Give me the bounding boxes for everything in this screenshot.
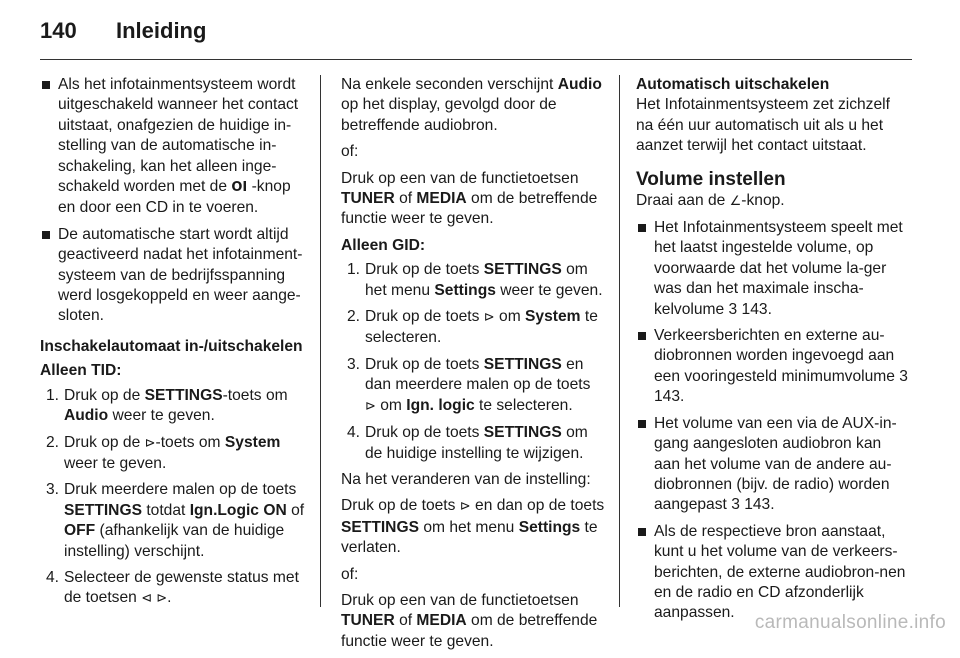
sub-heading: Alleen GID: — [341, 236, 426, 254]
page-number: 140 — [40, 18, 77, 43]
column-1 — [40, 75, 308, 616]
power-knob-icon: OI — [231, 180, 248, 196]
page-title: Inleiding — [116, 18, 207, 43]
sub-heading: Alleen TID: — [40, 362, 122, 380]
list-item: 4. Druk op de toets SETTINGS om de huidige instelling te wijzigen. — [347, 424, 588, 462]
column-2 — [341, 75, 605, 658]
list-item: 2. Druk op de toets ⊳ om System te selecteren. — [347, 308, 598, 347]
watermark: carmanualsonline.info — [754, 612, 946, 633]
bullet-item: Als het infotainmentsysteem wordt uitgeschakeld wanneer het contact uitstaat, onafgezien de huidige in-stelling van de automatische in-schakeling, kan het alleen inge-schakeld worden met de OI -knop en door een CD in te voeren. — [40, 75, 308, 219]
list-item: 1. Druk op de toets SETTINGS om het menu Settings weer te geven. — [347, 261, 603, 299]
paragraph: Het Infotainmentsysteem zet zichzelf na één uur automatisch uit als u het aanzet terwijl het contact uitstaat. — [636, 96, 890, 155]
page-reference: 3 143. — [654, 367, 908, 406]
section-heading: Volume instellen — [636, 168, 786, 190]
bullet-item: Verkeersberichten en externe au-diobronnen worden ingevoegd aan een vooringesteld minimumvolume 3 143. — [636, 326, 908, 408]
page-reference: 3 143. — [728, 300, 772, 318]
paragraph: Na enkele seconden verschijnt Audio op het display, gevolgd door de betreffende audiobron. — [341, 76, 602, 134]
column-divider — [619, 75, 620, 607]
paragraph: of: — [341, 143, 359, 161]
paragraph: Druk op de toets ⊳ en dan op de toets SETTINGS om het menu Settings te verlaten. — [341, 497, 605, 557]
section-heading: Automatisch uitschakelen — [636, 76, 830, 93]
column-divider — [320, 75, 321, 607]
next-arrow-icon: ⊳ — [459, 499, 471, 515]
prev-next-arrow-icon: ⊲ ⊳ — [141, 591, 168, 607]
bullet-item: Als de respectieve bron aanstaat, kunt u het volume van de verkeers-berichten, de externe audiobron-nen en de radio en CD afzonderlijk aanpassen. — [636, 522, 908, 624]
bullet-item: Het volume van een via de AUX-in-gang aangesloten audiobron kan aan het volume van de andere au-diobronnen (bijv. de radio) worden aangepast 3 143. — [636, 414, 908, 516]
next-arrow-icon: ⊳ — [144, 435, 156, 451]
section-heading: Inschakelautomaat in-/uitschakelen — [40, 337, 303, 355]
page-header — [40, 18, 206, 44]
volume-knob-icon: ∠ — [729, 193, 742, 209]
paragraph: Na het veranderen van de instelling: — [341, 470, 591, 488]
paragraph: Draai aan de ∠-knop. — [636, 191, 785, 209]
header-rule — [40, 59, 912, 60]
page-reference: 3 143. — [731, 496, 775, 514]
paragraph: Druk op een van de functietoetsen TUNER of MEDIA om de betreffende functie weer te geven. — [341, 591, 598, 650]
list-item: 1. Druk op de SETTINGS-toets om Audio weer te geven. — [46, 386, 288, 425]
list-item: 4. Selecteer de gewenste status met de toetsen ⊲ ⊳. — [46, 568, 299, 607]
list-item: 3. Druk meerdere malen op de toets SETTINGS totdat Ign.Logic ON of OFF (afhankelijk van de huidige instelling) verschijnt. — [46, 481, 305, 560]
paragraph: of: — [341, 565, 359, 583]
next-arrow-icon: ⊳ — [483, 310, 495, 326]
paragraph: Druk op een van de functietoetsen TUNER of MEDIA om de betreffende functie weer te geven. — [341, 169, 598, 228]
bullet-item: Het Infotainmentsysteem speelt met het laatst ingestelde volume, op voorwaarde dat het volume la-ger was dan het maximale inscha-kelvolume 3 143. — [636, 218, 908, 320]
list-item: 3. Druk op de toets SETTINGS en dan meerdere malen op de toets ⊳ om Ign. logic te selecteren. — [347, 355, 591, 414]
list-item: 2. Druk op de ⊳-toets om System weer te geven. — [46, 433, 281, 472]
next-arrow-icon: ⊳ — [365, 398, 376, 414]
column-3 — [636, 75, 908, 630]
bullet-item: De automatische start wordt altijd geactiveerd nadat het infotainment-systeem van de bedrijfsspanning werd losgekoppeld en weer aange-sloten. — [40, 225, 308, 327]
